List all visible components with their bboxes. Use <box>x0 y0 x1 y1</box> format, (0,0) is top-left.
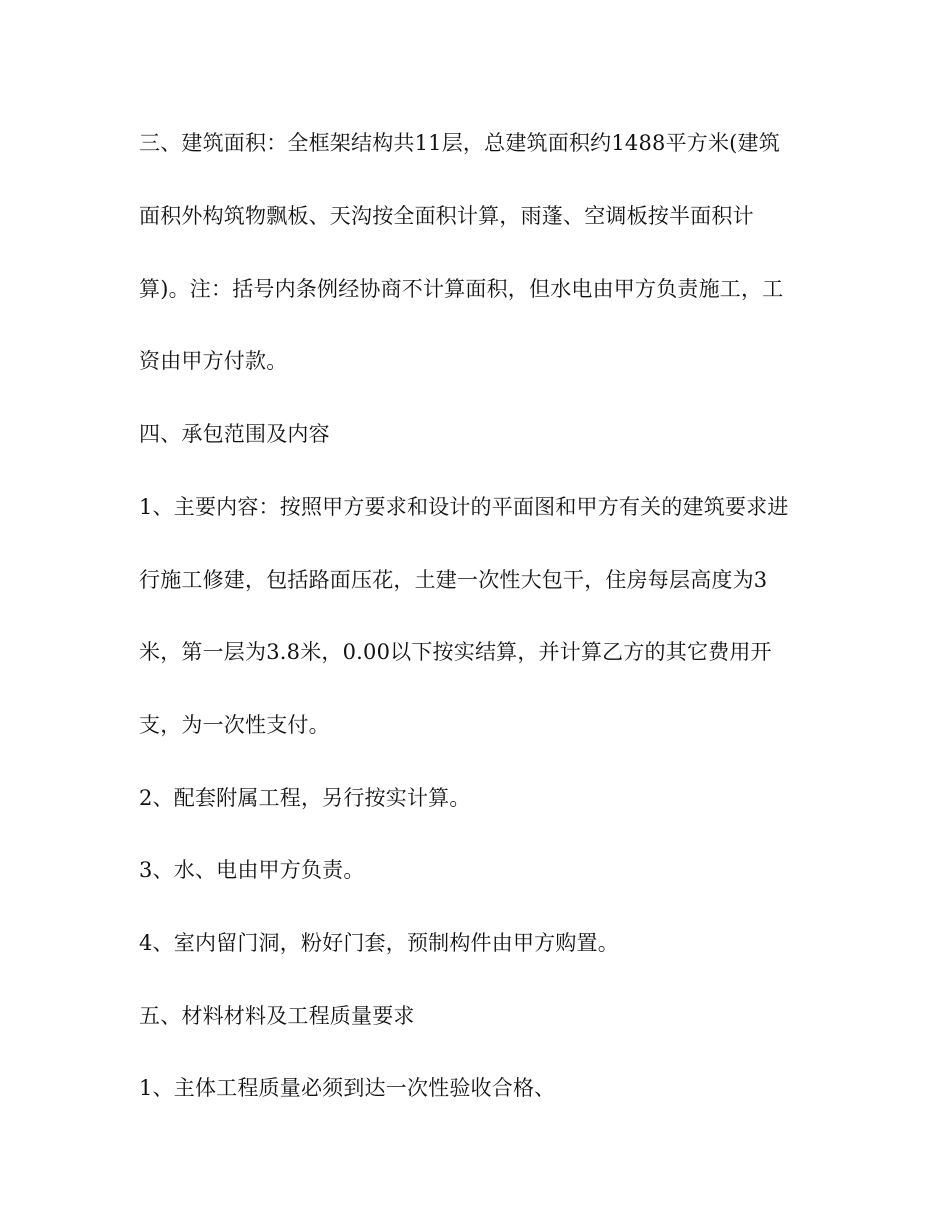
list-item-door-openings: 4、室内留门洞，粉好门套，预制构件由甲方购置。 <box>139 931 619 955</box>
paragraph-building-area-line-4: 资由甲方付款。 <box>139 349 288 373</box>
paragraph-building-area-line-1: 三、建筑面积：全框架结构共11层，总建筑面积约1488平方米(建筑 <box>139 131 780 155</box>
list-item-water-electricity: 3、水、电由甲方负责。 <box>139 858 365 882</box>
list-item-main-quality: 1、主体工程质量必须到达一次性验收合格、 <box>139 1076 556 1100</box>
paragraph-main-content-line-1: 1、主要内容：按照甲方要求和设计的平面图和甲方有关的建筑要求进 <box>139 495 789 519</box>
list-item-ancillary-works: 2、配套附属工程，另行按实计算。 <box>139 786 471 810</box>
paragraph-building-area-line-2: 面积外构筑物飘板、天沟按全面积计算，雨蓬、空调板按半面积计 <box>139 204 754 228</box>
paragraph-building-area-line-3: 算)。注：括号内条例经协商不计算面积，但水电由甲方负责施工，工 <box>139 277 784 301</box>
paragraph-main-content-line-3: 米，第一层为3.8米，0.00以下按实结算，并计算乙方的其它费用开 <box>139 640 772 664</box>
paragraph-main-content-line-2: 行施工修建，包括路面压花，土建一次性大包干，住房每层高度为3 <box>139 568 768 592</box>
section-heading-materials-quality: 五、材料材料及工程质量要求 <box>139 1004 415 1028</box>
paragraph-main-content-line-4: 支，为一次性支付。 <box>139 713 330 737</box>
section-heading-scope: 四、承包范围及内容 <box>139 422 330 446</box>
